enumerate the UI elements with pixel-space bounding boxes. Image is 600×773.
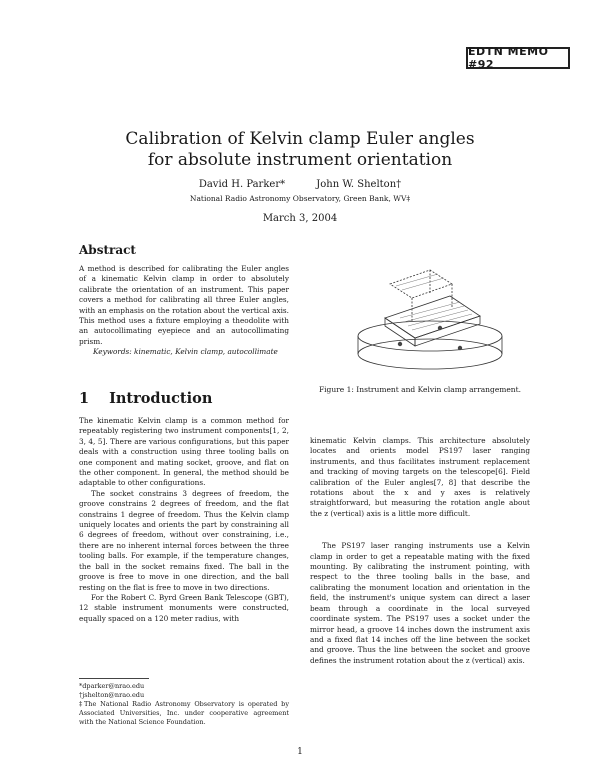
section-title: Introduction [109,390,213,407]
paper-date: March 3, 2004 [262,213,338,224]
intro-paragraph-3: For the Robert C. Byrd Green Bank Telescope (GBT), 12 stable instrument monuments were constructed, equally spaced on a 120 meter radius, with [79,592,289,623]
intro-left-column [79,416,289,624]
paper-title-line-2: for absolute instrument orientation [147,150,453,170]
intro-paragraph-1: The kinematic Kelvin clamp is a common method for repeatably registering two instrument components[1, 2, 3, 4, 5]. There are various configurations, but this paper deals with a construction using three tooling balls on one component and mating socket, groove, and flat on the other component. In general, the method should be adaptable to other configurations. [79,416,289,488]
footnote-2: †jshelton@nrao.edu [79,691,145,699]
affiliation: National Radio Astronomy Observatory, Green Bank, WV‡ [189,194,411,203]
page-number: 1 [297,747,303,757]
tooling-ball-3 [438,326,442,330]
figure-caption: Figure 1: Instrument and Kelvin clamp arrangement. [318,385,522,394]
paper-title-line-1: Calibration of Kelvin clamp Euler angles [125,129,475,149]
footnote-1: *dparker@nrao.edu [79,682,145,690]
author-list [0,179,600,190]
keywords-label: Keywords: [93,347,132,357]
keywords: kinematic, Kelvin clamp, autocollimate [134,347,278,357]
intro-right-paragraph-1: kinematic Kelvin clamps. This architecture absolutely locates and orients model PS197 laser ranging instruments, and thus facilitates instrument replacement and tracking of moving targets on the telescope[6]. Field calibration of the Euler angles[7, 8] that describe the rotations about the x and y axes is relatively straightforward, but measuring the rotation angle about the z (vertical) axis is a little more difficult. [310,436,530,518]
footnote-3: ‡The National Radio Astronomy Observatory is operated by Associated Universities, Inc. under cooperative agreement with the National Science Foundation. [79,700,289,726]
memo-stamp: EDTN MEMO #92 [466,47,570,69]
author-2: John W. Shelton† [316,179,402,190]
author-1: David H. Parker* [198,179,286,190]
intro-right-paragraph-2: The PS197 laser ranging instruments use a Kelvin clamp in order to get a repeatable mating with the fixed mounting. By calibrating the instrument pointing, with respect to the three tooling balls in the base, and calibrating the monument location and orientation in the field, the instrument's unique system can direct a laser beam through a coordinate in the local surveyed coordinate system. The PS197 uses a socket under the mirror head, a groove 14 inches down the instrument axis and a fixed flat 14 inches off the line between the socket and groove. Thus the line between the socket and groove defines the instrument rotation about the z (vertical) axis. [310,541,530,665]
base-ellipse-top [358,321,502,351]
abstract-body [79,264,289,358]
footnote-rule [79,678,149,679]
instrument-head [390,270,452,298]
abstract-heading: Abstract [79,243,136,257]
instrument-figure [330,256,530,376]
base-ellipse-bottom [358,339,502,369]
tooling-ball-1 [398,342,402,346]
tooling-ball-2 [458,346,462,350]
section-heading [79,390,212,407]
footnotes [79,682,289,727]
intro-right-column [310,436,530,666]
section-number: 1 [79,390,90,407]
abstract-text: A method is described for calibrating the Euler angles of a kinematic Kelvin clamp in order to absolutely calibrate the orientation of an instrument. This paper covers a method for calibrating all three Euler angles, with an emphasis on the rotation about the vertical axis. This method uses a fixture employing a theodolite with an autocollimating eyepiece and an autocollimating prism. [79,264,289,346]
intro-paragraph-2: The socket constrains 3 degrees of freedom, the groove constrains 2 degrees of freedom, and the flat constrains 1 degree of freedom. Thus the Kelvin clamp uniquely locates and orients the part by constraining all 6 degrees of freedom, without over constraining, i.e., there are no inherent internal forces between the three tooling balls. For example, if the temperature changes, the ball in the socket remains fixed. The ball in the groove is free to move in one direction, and the ball resting on the flat is free to move in two directions. [79,488,289,592]
